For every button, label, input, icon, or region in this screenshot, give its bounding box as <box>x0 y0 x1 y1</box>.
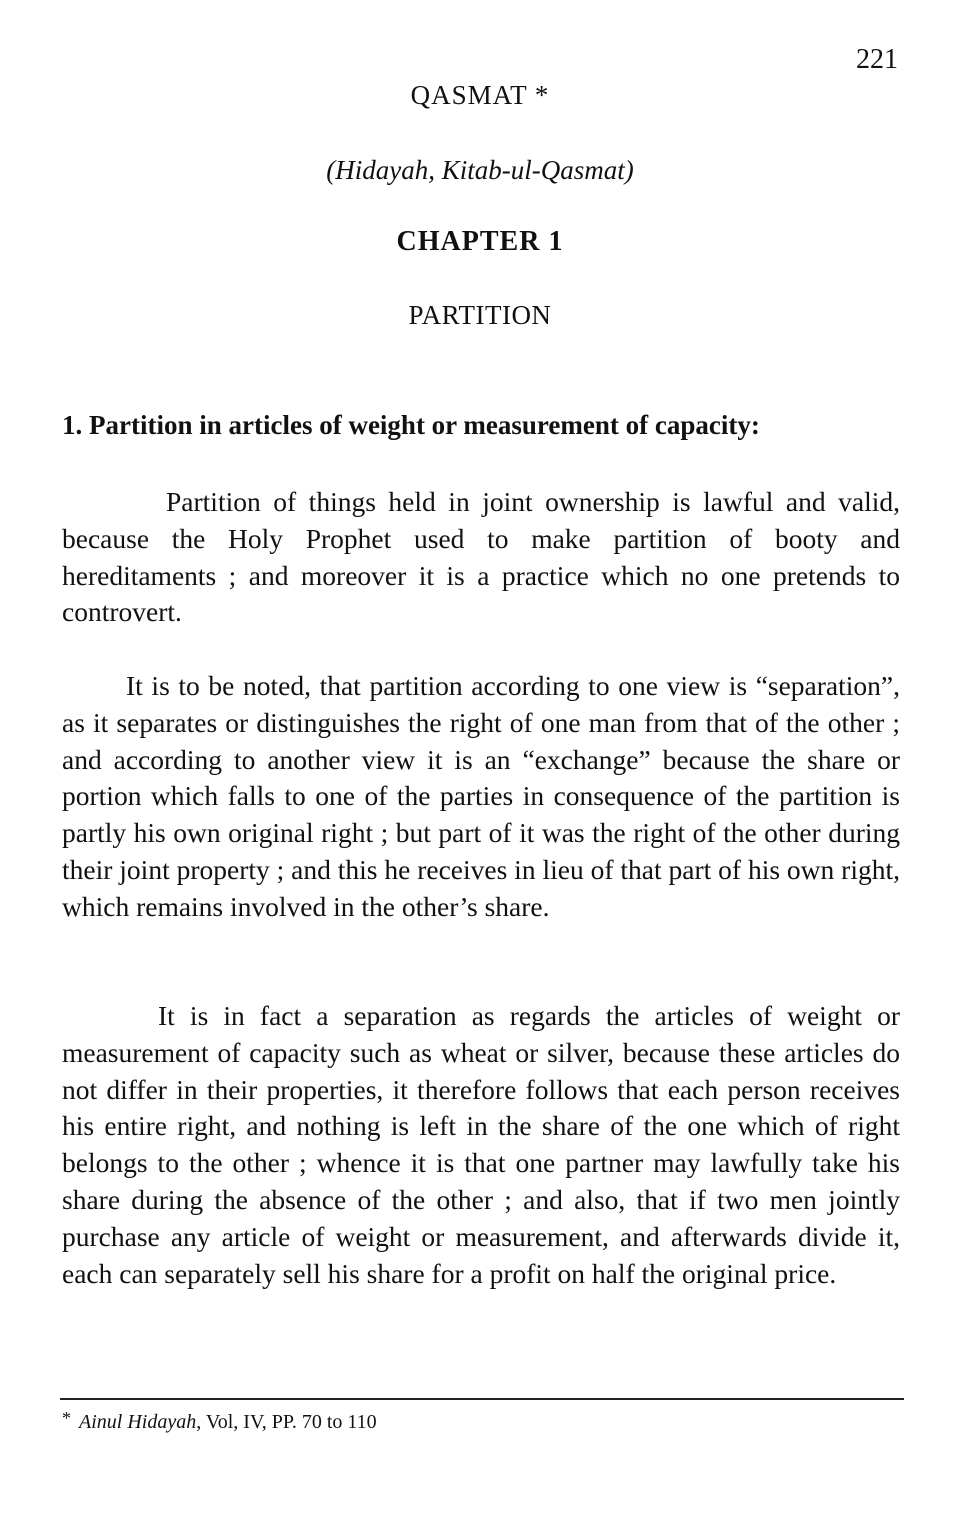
footnote <box>62 1408 377 1434</box>
chapter-heading: CHAPTER 1 <box>396 226 564 257</box>
paragraph-3: It is in fact a separation as regards the articles of weight or measurement of capacity such as wheat or silver, because these articles do not differ in their properties, it therefore follows that each person receives his entire right, and nothing is left in the share of the one which of right belongs to the other ; whence it is that one partner may lawfully take his share during the absence of the other ; and also, that if two men jointly purchase any article of weight or measurement, and afterwards divide it, each can separately sell his share for a profit on half the original price. <box>62 1000 900 1289</box>
paragraph-1: Partition of things held in joint ownership is lawful and valid, because the Holy Prophet used to make partition of booty and hereditaments ; and moreover it is a practice which no one pretends to controvert. <box>62 486 900 628</box>
footnote-divider <box>60 1398 904 1400</box>
page-number: 221 <box>856 44 898 75</box>
footnote-source-title: Ainul Hidayah <box>79 1411 197 1433</box>
page-title: QASMAT * <box>410 80 550 110</box>
page-subtitle: (Hidayah, Kitab-ul-Qasmat) <box>326 155 634 185</box>
footnote-details: , Vol, IV, PP. 70 to 110 <box>196 1411 377 1433</box>
footnote-marker: * <box>62 1408 71 1428</box>
section-heading: 1. Partition in articles of weight or measurement of capacity: <box>62 410 760 440</box>
section-name: PARTITION <box>408 300 552 330</box>
paragraph-2: It is to be noted, that partition according to one view is “separation”, as it separates or distinguishes the right of one man from that of the other ; and according to another view it is an “exchange” because the share or portion which falls to one of the parties in consequence of the partition is partly his own original right ; but part of it was the right of the other during their joint property ; and this he receives in lieu of that part of his own right, which remains involved in the other’s share. <box>62 670 900 922</box>
